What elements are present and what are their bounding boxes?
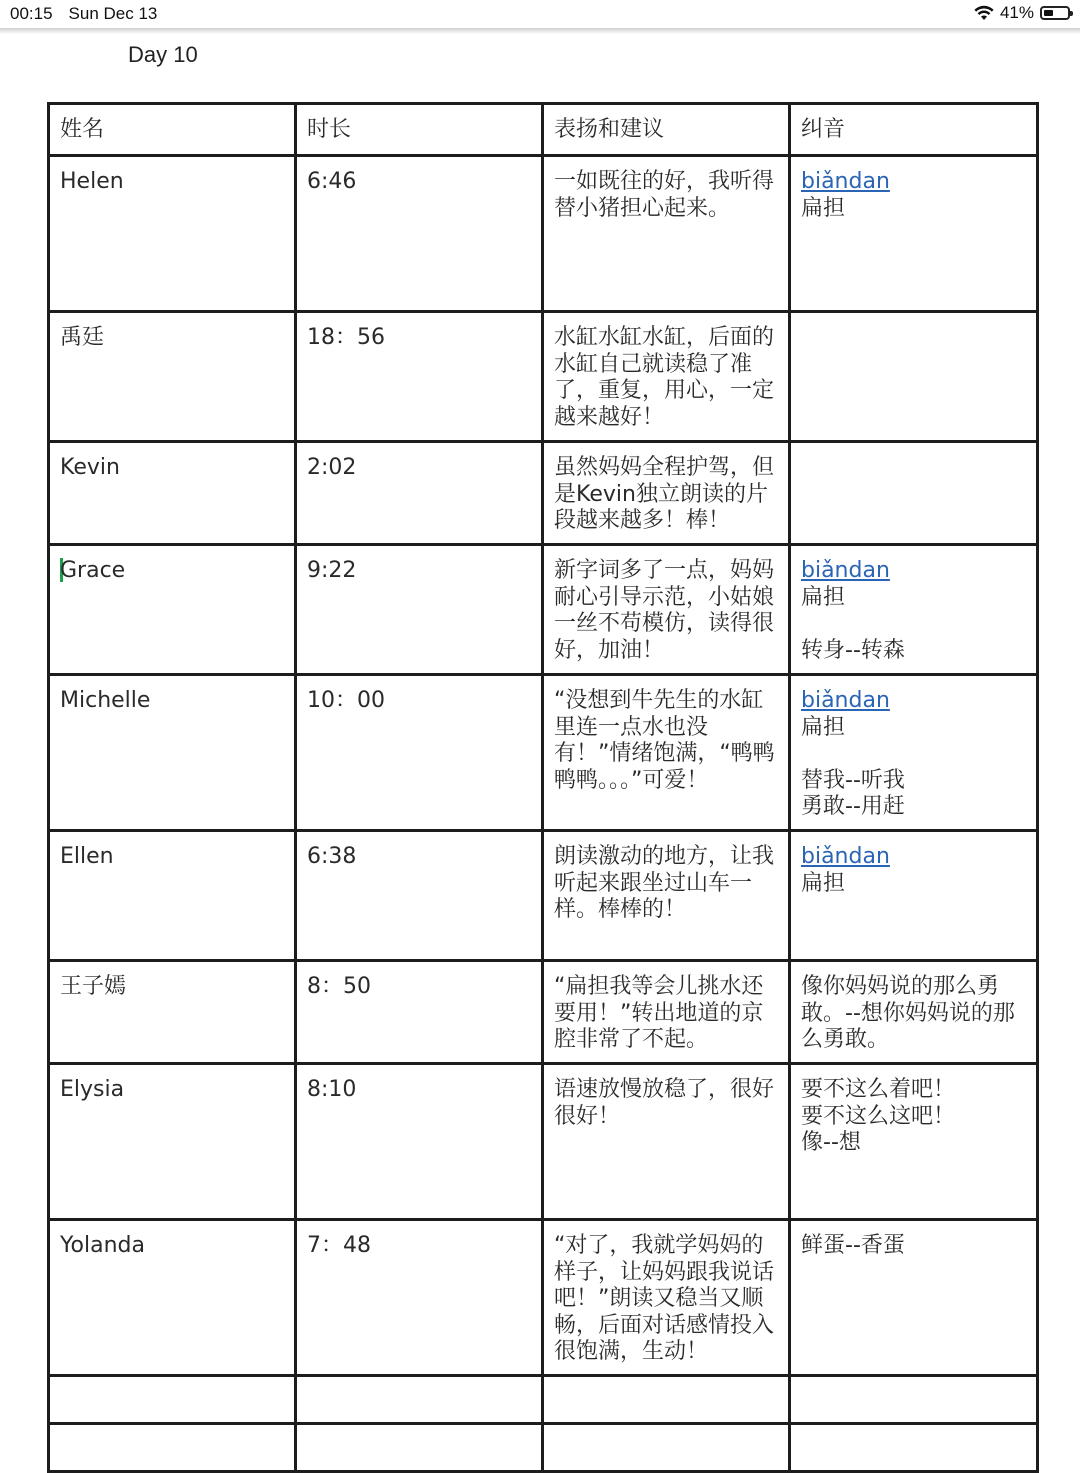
cell-comment[interactable] <box>543 442 790 545</box>
cell-comment[interactable] <box>543 156 790 312</box>
cell-name-text: Helen <box>60 169 124 194</box>
cell-duration-text: 8:10 <box>307 1077 357 1102</box>
cell-comment-text: 朗读激动的地方，让我听起来跟坐过山车一样。棒棒的！ <box>554 844 775 922</box>
correction-line: 扁担 <box>801 870 846 896</box>
cell-duration-text: 8：50 <box>307 974 371 999</box>
cell-comment-text: “对了，我就学妈妈的样子，让妈妈跟我说话吧！”朗读又稳当又顺畅，后面对话感情投入很饱满，生动！ <box>554 1233 775 1364</box>
cell-duration[interactable] <box>296 961 543 1064</box>
status-time: 00:15 <box>10 4 53 23</box>
cell-name-text: Yolanda <box>60 1233 145 1258</box>
cell-duration[interactable] <box>296 1064 543 1220</box>
cell-name[interactable] <box>49 442 296 545</box>
header-cell-corrections[interactable]: 纠音 <box>790 104 1038 156</box>
cell-name[interactable] <box>49 312 296 442</box>
cell-comment-text: “扁担我等会儿挑水还要用！”转出地道的京腔非常了不起。 <box>554 974 764 1052</box>
cell-corrections[interactable] <box>790 545 1038 675</box>
cell-duration-text: 10：00 <box>307 688 385 713</box>
cell-corrections[interactable] <box>790 312 1038 442</box>
table-row <box>49 961 1038 1064</box>
cell-corrections[interactable] <box>790 156 1038 312</box>
cell-duration[interactable] <box>296 1220 543 1376</box>
cell-comment-text: 一如既往的好，我听得替小猪担心起来。 <box>554 169 775 221</box>
cell-duration[interactable] <box>296 831 543 961</box>
cell-corrections[interactable] <box>790 961 1038 1064</box>
header-cell-comment[interactable]: 表扬和建议 <box>543 104 790 156</box>
table-row <box>49 1220 1038 1376</box>
cell-corrections[interactable] <box>790 1220 1038 1376</box>
table-row <box>49 156 1038 312</box>
correction-line: 像你妈妈说的那么勇敢。--想你妈妈说的那么勇敢。 <box>801 974 1015 1052</box>
cell-duration-text: 18：56 <box>307 325 385 350</box>
table-row <box>49 312 1038 442</box>
battery-percent: 41% <box>999 3 1034 22</box>
cell-name[interactable] <box>49 831 296 961</box>
table-row <box>49 442 1038 545</box>
cell-name[interactable] <box>49 1424 296 1472</box>
cell-name-text: 王子嫣 <box>60 974 127 999</box>
cell-name[interactable] <box>49 1220 296 1376</box>
correction-line: 扁担 <box>801 584 846 610</box>
correction-line: 要不这么着吧！ <box>801 1077 956 1102</box>
cell-duration[interactable] <box>296 545 543 675</box>
header-cell-name[interactable]: 姓名 <box>49 104 296 156</box>
cell-name[interactable] <box>49 1376 296 1424</box>
table-row <box>49 1424 1038 1472</box>
cell-duration-text: 7：48 <box>307 1233 371 1258</box>
table-row <box>49 1064 1038 1220</box>
cell-comment-text: 虽然妈妈全程护驾，但是Kevin独立朗读的片段越来越多！棒！ <box>554 455 775 533</box>
table-body <box>49 104 1038 1472</box>
cell-comment[interactable] <box>543 831 790 961</box>
cell-corrections[interactable] <box>790 1376 1038 1424</box>
cell-duration-text: 6:46 <box>307 169 357 194</box>
cell-name-text: Ellen <box>60 844 114 869</box>
cell-comment-text: 新字词多了一点，妈妈耐心引导示范，小姑娘一丝不苟模仿，读得很好，加油！ <box>554 558 775 663</box>
pinyin-link[interactable]: biǎndan <box>801 688 890 713</box>
status-date: Sun Dec 13 <box>68 4 158 23</box>
pinyin-link[interactable]: biǎndan <box>801 558 890 583</box>
cell-comment[interactable] <box>543 675 790 831</box>
cell-comment[interactable] <box>543 312 790 442</box>
cell-duration-text: 9:22 <box>307 558 357 583</box>
cell-corrections[interactable] <box>790 1424 1038 1472</box>
correction-line <box>801 741 1026 768</box>
cell-name[interactable] <box>49 156 296 312</box>
correction-line: 扁担 <box>801 714 846 740</box>
cell-comment-text: 语速放慢放稳了，很好很好！ <box>554 1077 775 1129</box>
cell-corrections[interactable] <box>790 831 1038 961</box>
feedback-table <box>47 102 1039 1473</box>
correction-line: 鲜蛋--香蛋 <box>801 1233 905 1258</box>
cell-name[interactable] <box>49 961 296 1064</box>
table-row <box>49 545 1038 675</box>
cell-name[interactable] <box>49 675 296 831</box>
cell-duration[interactable] <box>296 1376 543 1424</box>
cell-name[interactable] <box>49 545 296 675</box>
cell-name[interactable] <box>49 1064 296 1220</box>
cell-duration-text: 6:38 <box>307 844 357 869</box>
cell-comment[interactable] <box>543 1424 790 1472</box>
cell-duration[interactable] <box>296 442 543 545</box>
pinyin-link[interactable]: biǎndan <box>801 169 890 194</box>
pinyin-link[interactable]: biǎndan <box>801 844 890 869</box>
cell-comment[interactable] <box>543 961 790 1064</box>
cell-name-text: 禹廷 <box>60 325 105 350</box>
correction-line: 要不这么这吧！ <box>801 1103 956 1129</box>
cell-comment[interactable] <box>543 1376 790 1424</box>
correction-line: 像--想 <box>801 1130 861 1155</box>
correction-line: 替我--听我 <box>801 767 905 793</box>
header-cell-duration[interactable]: 时长 <box>296 104 543 156</box>
status-bar-shadow <box>0 28 1080 34</box>
correction-line: 转身--转森 <box>801 637 905 663</box>
correction-line: 扁担 <box>801 195 846 221</box>
correction-line <box>801 611 1026 638</box>
cell-corrections[interactable] <box>790 1064 1038 1220</box>
cell-name-text: Grace <box>60 558 126 583</box>
cell-duration[interactable] <box>296 312 543 442</box>
cell-comment[interactable] <box>543 1064 790 1220</box>
cell-name-text: Michelle <box>60 688 151 713</box>
cell-comment[interactable] <box>543 545 790 675</box>
document-title: Day 10 <box>128 42 198 67</box>
table-row <box>49 831 1038 961</box>
cell-comment[interactable] <box>543 1220 790 1376</box>
table-row <box>49 1376 1038 1424</box>
battery-fill <box>1044 10 1053 16</box>
cell-name-text: Kevin <box>60 455 120 480</box>
table-row <box>49 675 1038 831</box>
correction-line: 勇敢--用赶 <box>801 794 905 819</box>
cell-corrections[interactable] <box>790 675 1038 831</box>
cell-duration[interactable] <box>296 156 543 312</box>
cell-duration-text: 2:02 <box>307 455 357 480</box>
cell-name-text: Elysia <box>60 1077 125 1102</box>
cell-corrections[interactable] <box>790 442 1038 545</box>
cell-comment-text: “没想到牛先生的水缸里连一点水也没有！”情绪饱满，“鸭鸭鸭鸭。。。”可爱！ <box>554 688 775 793</box>
cell-duration[interactable] <box>296 675 543 831</box>
cell-duration[interactable] <box>296 1424 543 1472</box>
status-bar <box>0 0 1080 30</box>
wifi-icon <box>974 5 994 21</box>
cell-comment-text: 水缸水缸水缸，后面的水缸自己就读稳了准了，重复，用心，一定越来越好！ <box>554 325 775 430</box>
header-row <box>49 104 1038 156</box>
battery-icon <box>1040 6 1070 20</box>
